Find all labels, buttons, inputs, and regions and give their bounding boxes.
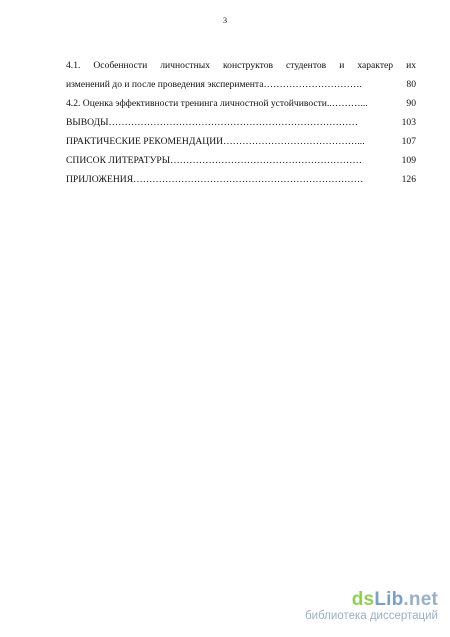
- toc-entry-page: 80: [406, 79, 416, 90]
- table-of-contents: [66, 56, 416, 189]
- toc-entry-page: 90: [406, 98, 416, 109]
- dslib-logo: [305, 590, 438, 610]
- toc-entry-recommendations: [66, 132, 416, 151]
- toc-entry-conclusions: [66, 113, 416, 132]
- toc-entry-title: 4.2. Оценка эффективности тренинга личностной устойчивости..………...: [66, 98, 368, 109]
- toc-entry-page: 107: [401, 136, 416, 147]
- toc-entry-appendices: [66, 170, 416, 189]
- logo-part-ds: ds: [351, 589, 375, 610]
- toc-entry-title: ПРИЛОЖЕНИЯ………………………………………………………………: [66, 174, 364, 185]
- toc-entry-4-2: [66, 94, 416, 113]
- watermark-subtitle: библиотека диссертаций: [305, 610, 438, 622]
- toc-entry-page: 126: [401, 174, 416, 185]
- toc-entry-page: 109: [401, 155, 416, 166]
- toc-entry-title: СПИСОК ЛИТЕРАТУРЫ……………………………………………………: [66, 155, 362, 166]
- toc-entry-references: [66, 151, 416, 170]
- toc-entry-title: ПРАКТИЧЕСКИЕ РЕКОМЕНДАЦИИ……………………………………...: [66, 136, 365, 147]
- logo-part-net: .net: [403, 589, 438, 610]
- toc-entry-4-1: [66, 56, 416, 94]
- logo-part-lib: Lib: [374, 589, 404, 610]
- toc-entry-page: 103: [401, 117, 416, 128]
- toc-entry-title: ВЫВОДЫ……………………………………………………………………: [66, 117, 358, 128]
- dslib-watermark: [305, 590, 438, 623]
- toc-entry-title-line-1: 4.1. Особенности личностных конструктов студентов и характер их: [66, 60, 416, 71]
- page-number: 3: [222, 15, 228, 25]
- toc-entry-title-line-2: изменений до и после проведения эксперимента………………………….: [66, 79, 362, 90]
